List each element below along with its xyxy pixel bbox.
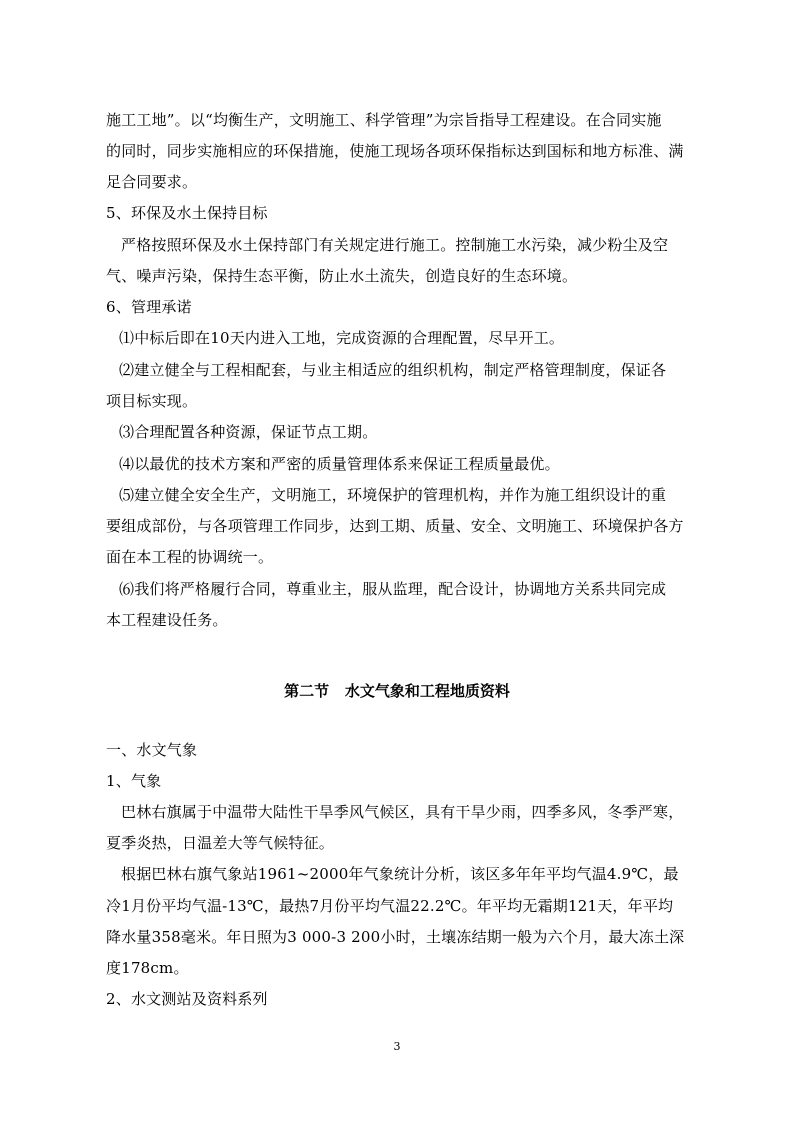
- body-text-line: 根据巴林右旗气象站1961~2000年气象统计分析，该区多年年平均气温4.9℃，最: [121, 865, 679, 883]
- subsection-title: 一、水文气象: [106, 741, 198, 759]
- subsection-title: 1、气象: [106, 772, 162, 790]
- section-heading: 第二节 水文气象和工程地质资料: [284, 682, 510, 700]
- body-text-line: 气、噪声污染，保持生态平衡，防止水土流失，创造良好的生态环境。: [106, 267, 578, 285]
- body-text-line: 夏季炎热，日温差大等气候特征。: [106, 834, 335, 852]
- body-text-line: 足合同要求。: [106, 173, 198, 191]
- subsection-title: 2、水文测站及资料系列: [106, 990, 268, 1008]
- body-text-line: 施工工地”。以“均衡生产，文明施工、科学管理”为宗旨指导工程建设。在合同实施: [106, 111, 662, 129]
- list-item: ⑷以最优的技术方案和严密的质量管理体系来保证工程质量最优。: [119, 455, 560, 473]
- body-text-line: 冷1月份平均气温-13℃，最热7月份平均气温22.2℃。年平均无霜期121天，年平均: [106, 897, 674, 915]
- page-number: 3: [393, 1040, 401, 1053]
- body-text-line: 面在本工程的协调统一。: [106, 548, 274, 566]
- subsection-title: 6、管理承诺: [106, 298, 192, 316]
- list-item: ⑴中标后即在10天内进入工地，完成资源的合理配置，尽早开工。: [119, 329, 565, 347]
- body-text-line: 度178cm。: [106, 959, 189, 977]
- subsection-title: 5、环保及水土保持目标: [106, 204, 268, 222]
- body-text-line: 要组成部份，与各项管理工作同步，达到工期、质量、安全、文明施工、环境保护各方: [106, 517, 684, 535]
- list-item: ⑸建立健全安全生产，文明施工，环境保护的管理机构，并作为施工组织设计的重: [119, 486, 667, 504]
- body-text-line: 严格按照环保及水土保持部门有关规定进行施工。控制施工水污染，减少粉尘及空: [121, 236, 669, 254]
- body-text-line: 项目标实现。: [106, 392, 198, 410]
- list-item: ⑹我们将严格履行合同，尊重业主，服从监理，配合设计，协调地方关系共同完成: [119, 580, 667, 598]
- list-item: ⑵建立健全与工程相配套，与业主相适应的组织机构，制定严格管理制度，保证各: [119, 361, 667, 379]
- body-text-line: 巴林右旗属于中温带大陆性干旱季风气候区，具有干旱少雨，四季多风，冬季严寒，: [121, 803, 684, 821]
- list-item: ⑶合理配置各种资源，保证节点工期。: [119, 423, 378, 441]
- body-text-line: 本工程建设任务。: [106, 611, 228, 629]
- body-text-line: 的同时，同步实施相应的环保措施，使施工现场各项环保指标达到国标和地方标准、满: [106, 142, 684, 160]
- body-text-line: 降水量358毫米。年日照为3 000-3 200小时，土壤冻结期一般为六个月，最大冻土深: [106, 928, 685, 946]
